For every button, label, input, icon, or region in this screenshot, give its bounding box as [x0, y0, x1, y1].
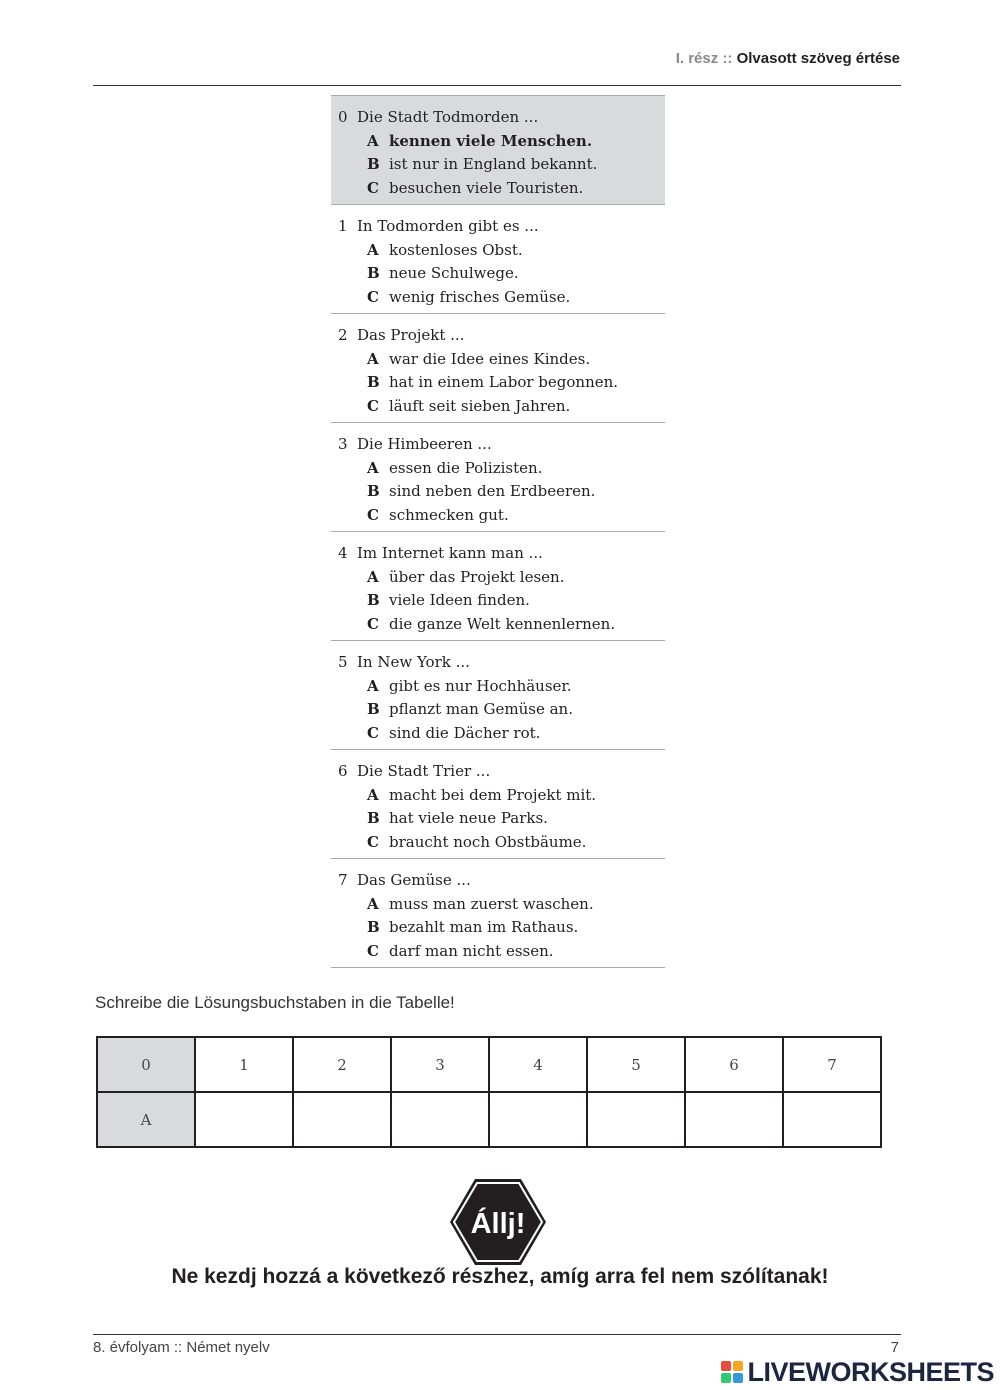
question-6 [331, 750, 665, 859]
option-text: sind neben den Erdbeeren. [389, 482, 596, 500]
question-4 [331, 532, 665, 641]
question-stem-text: Das Projekt ... [357, 326, 465, 344]
option-letter: A [367, 676, 379, 695]
option-letter: A [367, 567, 379, 586]
option-letter: C [367, 178, 379, 197]
option-letter: A [367, 349, 379, 368]
logo-square [721, 1361, 731, 1371]
option-text: essen die Polizisten. [389, 458, 543, 477]
option-letter: B [367, 918, 380, 936]
option-text: hat in einem Labor begonnen. [389, 373, 619, 391]
question-stem [338, 651, 665, 675]
question-stem [338, 542, 665, 566]
question-stem-text: Im Internet kann man ... [357, 544, 543, 562]
question-2 [331, 314, 665, 423]
option-text: kennen viele Menschen. [389, 131, 593, 150]
answer-option-c[interactable] [338, 613, 665, 637]
liveworksheets-logo-icon [721, 1361, 743, 1383]
answer-header-cell-2: 2 [293, 1037, 391, 1092]
question-stem [338, 106, 665, 130]
option-letter: A [367, 131, 379, 150]
question-5 [331, 641, 665, 750]
answer-header-cell-3: 3 [391, 1037, 489, 1092]
answer-header-row [97, 1037, 881, 1092]
question-number: 2 [338, 326, 348, 344]
answer-option-b[interactable] [338, 371, 665, 395]
question-number: 6 [338, 762, 348, 780]
option-text: besuchen viele Touristen. [389, 178, 584, 197]
question-stem-text: Das Gemüse ... [357, 871, 471, 889]
answer-option-b[interactable] [338, 916, 665, 940]
page-number: 7 [890, 1339, 899, 1356]
answer-cell-2[interactable] [293, 1092, 391, 1147]
question-stem-text: In Todmorden gibt es ... [357, 217, 539, 235]
question-stem [338, 760, 665, 784]
answer-option-b[interactable] [338, 589, 665, 613]
answer-cell-3[interactable] [391, 1092, 489, 1147]
option-text: sind die Dächer rot. [389, 723, 541, 742]
header-title: Olvasott szöveg értése [736, 50, 900, 67]
answer-option-b[interactable] [338, 262, 665, 286]
answer-option-b[interactable] [338, 153, 665, 177]
question-stem-text: Die Stadt Trier ... [357, 762, 491, 780]
answer-option-c[interactable] [338, 504, 665, 528]
option-letter: C [367, 614, 379, 633]
option-letter: C [367, 505, 379, 524]
answer-header-cell-1: 1 [195, 1037, 293, 1092]
answer-option-a[interactable] [338, 784, 665, 808]
option-letter: A [367, 458, 379, 477]
question-stem-text: Die Himbeeren ... [357, 435, 492, 453]
answer-option-c[interactable] [338, 286, 665, 310]
option-text: bezahlt man im Rathaus. [389, 918, 579, 936]
option-letter: A [367, 240, 379, 259]
brand-text: LIVEWORKSHEETS [747, 1356, 994, 1387]
answer-option-c[interactable] [338, 831, 665, 855]
option-text: die ganze Welt kennenlernen. [389, 614, 616, 633]
option-text: gibt es nur Hochhäuser. [389, 676, 572, 695]
question-number: 4 [338, 544, 348, 562]
option-letter: C [367, 396, 379, 415]
answer-option-a[interactable] [338, 893, 665, 917]
option-letter: B [367, 591, 380, 609]
stop-sign-text: Állj! [470, 1208, 526, 1240]
header-part: I. rész [675, 50, 719, 67]
instruction-text: Schreibe die Lösungsbuchstaben in die Tabelle! [95, 993, 455, 1012]
option-text: neue Schulwege. [389, 264, 519, 282]
question-stem [338, 433, 665, 457]
option-text: schmecken gut. [389, 505, 509, 524]
option-text: macht bei dem Projekt mit. [389, 785, 597, 804]
answer-header-cell-0: 0 [97, 1037, 195, 1092]
answer-cell-6[interactable] [685, 1092, 783, 1147]
liveworksheets-brand[interactable] [721, 1358, 994, 1386]
question-1 [331, 205, 665, 314]
option-letter: B [367, 700, 380, 718]
answer-cell-4[interactable] [489, 1092, 587, 1147]
answer-header-cell-4: 4 [489, 1037, 587, 1092]
option-letter: B [367, 264, 380, 282]
option-letter: B [367, 155, 380, 173]
option-letter: B [367, 482, 380, 500]
logo-square [733, 1373, 743, 1383]
answer-cell-0: A [97, 1092, 195, 1147]
header-separator: :: [722, 50, 733, 67]
answer-header-cell-7: 7 [783, 1037, 881, 1092]
question-0 [331, 96, 665, 205]
question-stem [338, 869, 665, 893]
answer-option-c[interactable] [338, 177, 665, 201]
option-letter: A [367, 894, 379, 913]
question-3 [331, 423, 665, 532]
answer-cell-7[interactable] [783, 1092, 881, 1147]
answer-option-a[interactable] [338, 566, 665, 590]
answer-cell-5[interactable] [587, 1092, 685, 1147]
option-letter: C [367, 941, 379, 960]
answer-table [96, 1036, 882, 1148]
option-text: über das Projekt lesen. [389, 567, 565, 586]
option-text: ist nur in England bekannt. [389, 155, 598, 173]
answer-header-cell-6: 6 [685, 1037, 783, 1092]
page-header [676, 50, 900, 67]
option-letter: B [367, 373, 380, 391]
question-stem [338, 324, 665, 348]
option-letter: C [367, 723, 379, 742]
option-text: muss man zuerst waschen. [389, 894, 594, 913]
question-stem-text: In New York ... [357, 653, 470, 671]
question-list [331, 95, 665, 968]
question-number: 7 [338, 871, 348, 889]
option-letter: C [367, 832, 379, 851]
answer-option-c[interactable] [338, 722, 665, 746]
option-letter: C [367, 287, 379, 306]
header-divider [93, 85, 901, 86]
question-number: 1 [338, 217, 348, 235]
question-stem [338, 215, 665, 239]
option-text: braucht noch Obstbäume. [389, 832, 587, 851]
footer-divider [93, 1334, 901, 1335]
answer-option-b[interactable] [338, 807, 665, 831]
answer-option-a[interactable] [338, 239, 665, 263]
answer-option-a[interactable] [338, 675, 665, 699]
answer-option-b[interactable] [338, 698, 665, 722]
option-text: viele Ideen finden. [389, 591, 530, 609]
footer-label: 8. évfolyam :: Német nyelv [93, 1339, 270, 1356]
logo-square [733, 1361, 743, 1371]
logo-square [721, 1373, 731, 1383]
answer-option-a[interactable] [338, 348, 665, 372]
answer-cell-1[interactable] [195, 1092, 293, 1147]
answer-option-a[interactable] [338, 457, 665, 481]
answer-option-c[interactable] [338, 395, 665, 419]
option-text: wenig frisches Gemüse. [389, 287, 571, 306]
question-7 [331, 859, 665, 968]
option-text: kostenloses Obst. [389, 240, 523, 259]
answer-option-c[interactable] [338, 940, 665, 964]
question-number: 3 [338, 435, 348, 453]
option-text: läuft seit sieben Jahren. [389, 396, 571, 415]
question-number: 5 [338, 653, 348, 671]
stop-sign-icon [448, 1177, 548, 1267]
option-letter: A [367, 785, 379, 804]
answer-option-b[interactable] [338, 480, 665, 504]
question-stem-text: Die Stadt Todmorden ... [357, 108, 539, 126]
option-text: hat viele neue Parks. [389, 809, 548, 827]
answer-option-a[interactable] [338, 130, 665, 154]
option-text: pflanzt man Gemüse an. [389, 700, 573, 718]
answer-header-cell-5: 5 [587, 1037, 685, 1092]
answer-value-row [97, 1092, 881, 1147]
stop-message: Ne kezdj hozzá a következő részhez, amíg arra fel nem szólítanak! [171, 1265, 829, 1288]
question-number: 0 [338, 108, 348, 126]
option-letter: B [367, 809, 380, 827]
option-text: war die Idee eines Kindes. [389, 349, 591, 368]
option-text: darf man nicht essen. [389, 941, 554, 960]
